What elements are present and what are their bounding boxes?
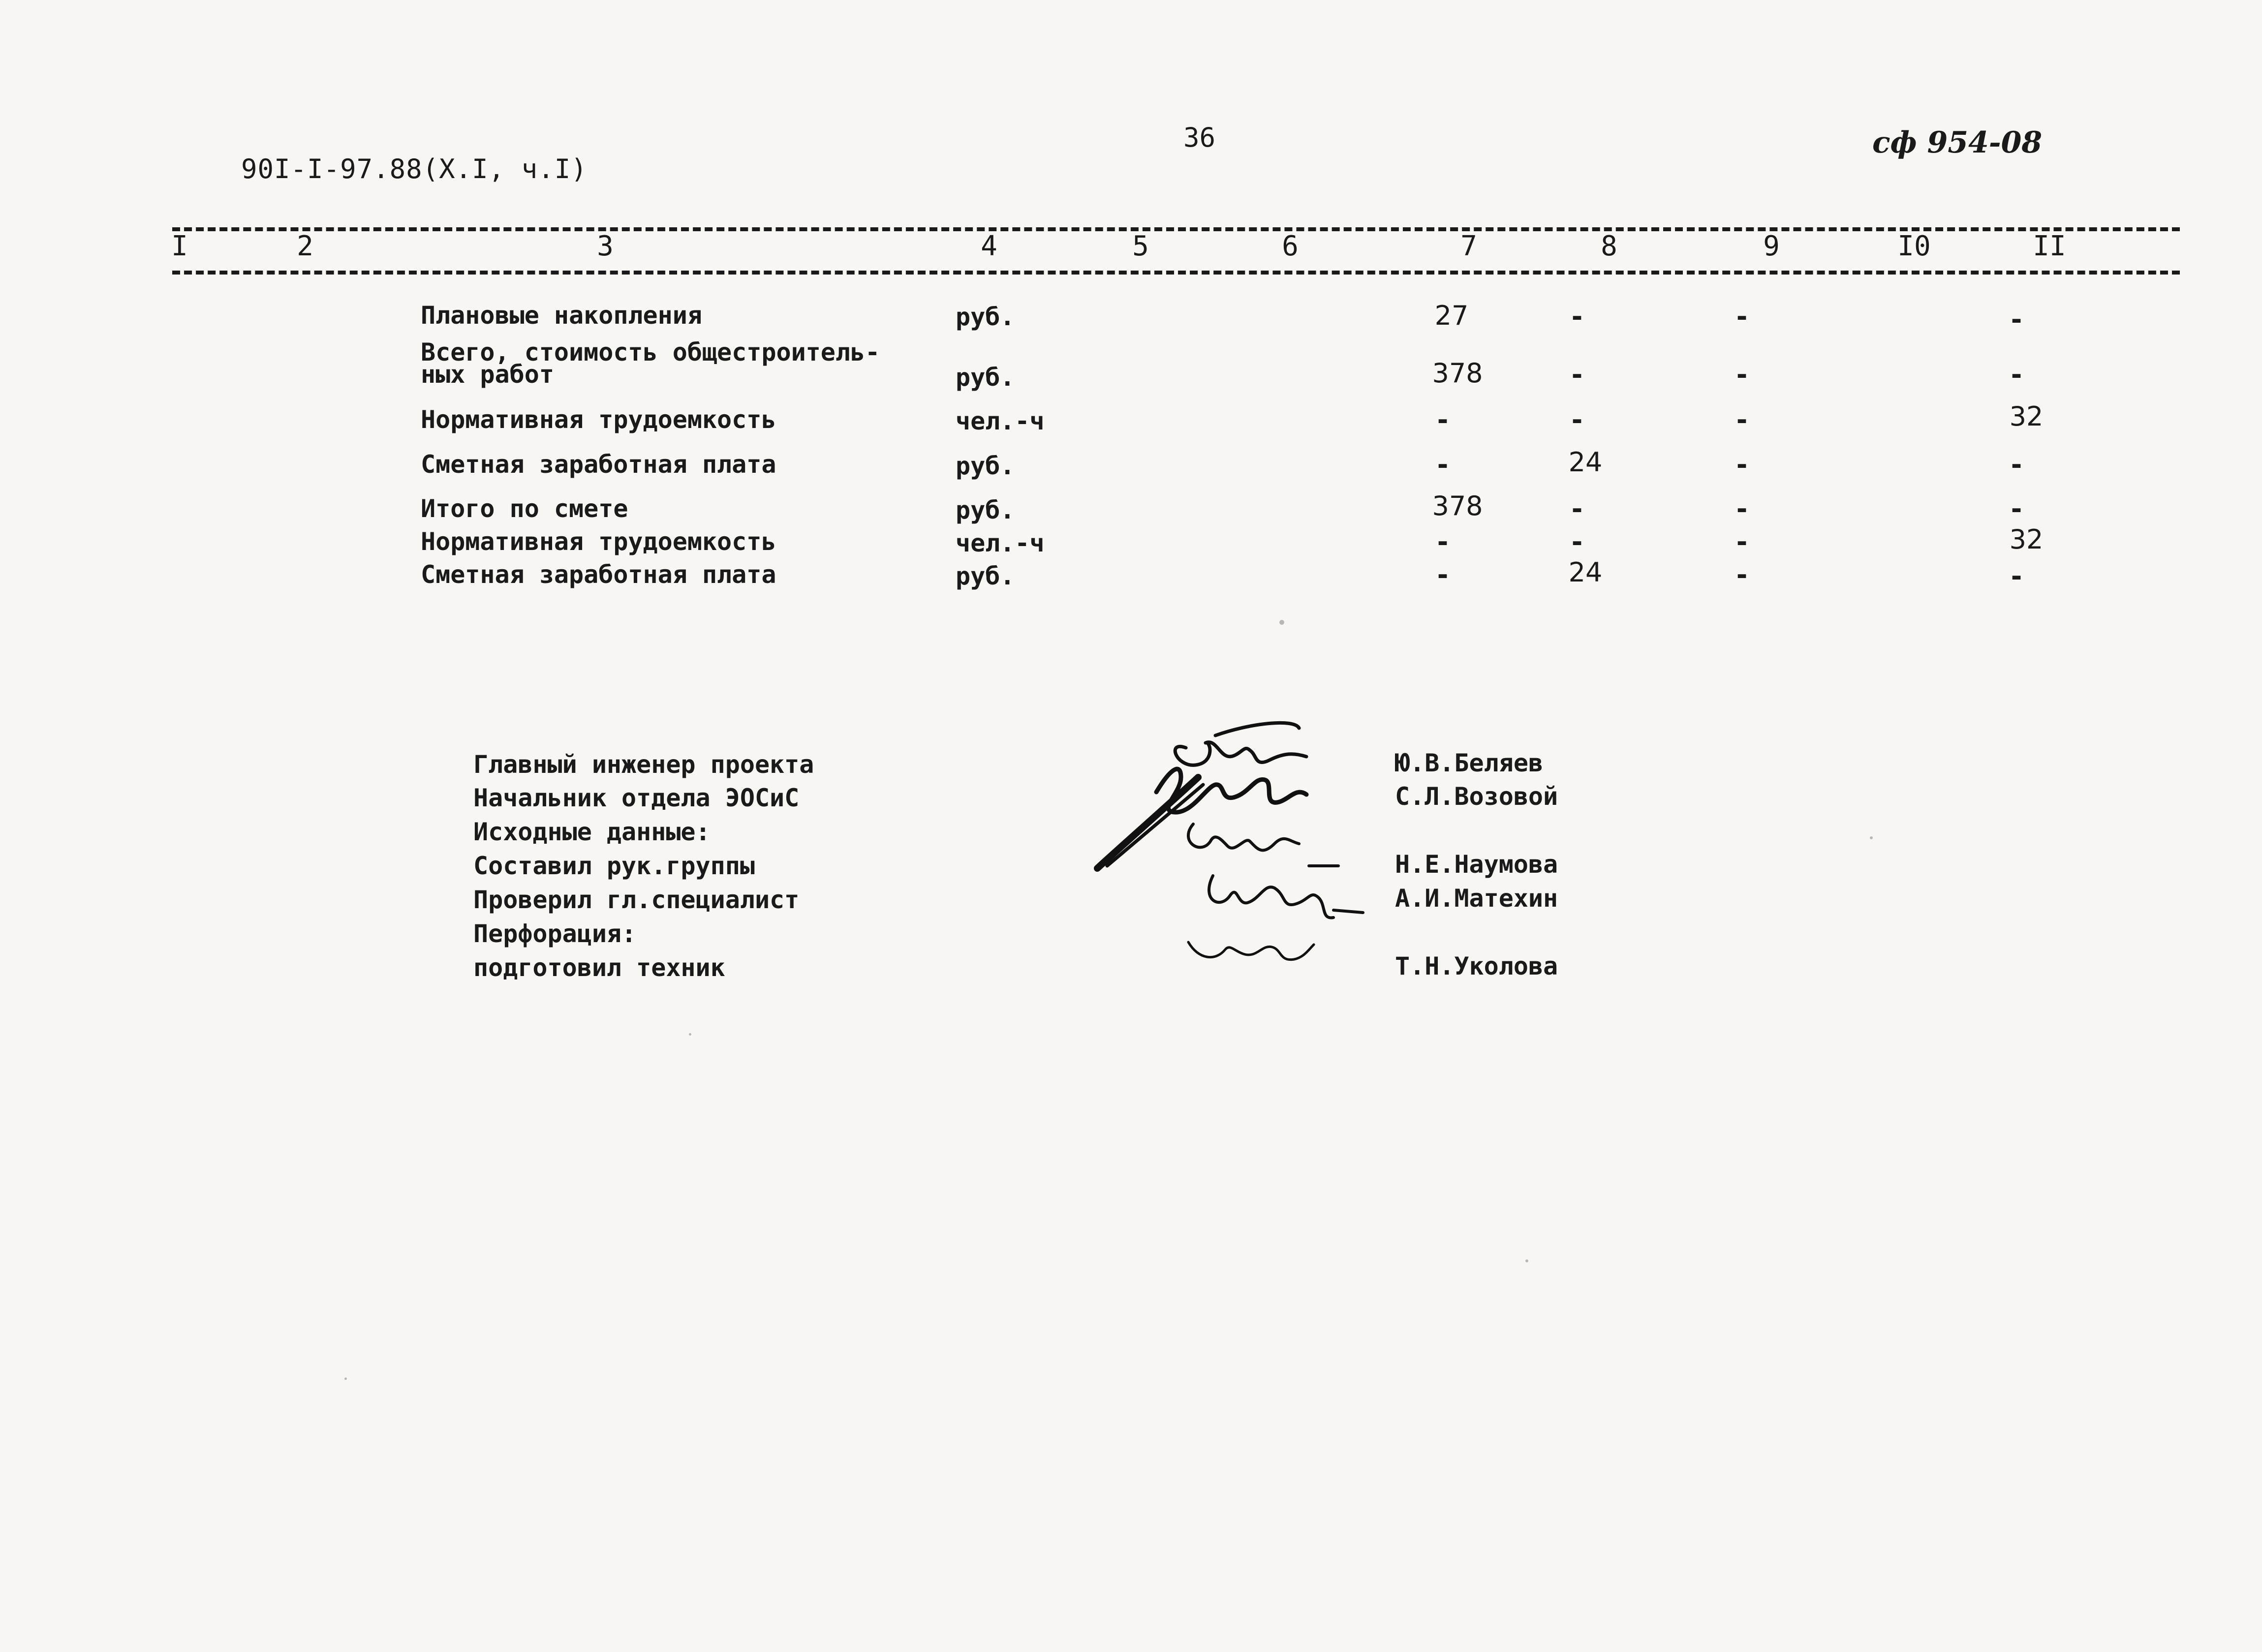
row-value-col8: - <box>1569 301 1585 332</box>
row-value-col7: - <box>1434 526 1451 557</box>
row-label: Сметная заработная плата <box>421 560 776 589</box>
role-chief-engineer: Главный инженер проекта <box>473 750 814 779</box>
row-value-col8: - <box>1569 493 1585 524</box>
column-header-1: I <box>171 230 188 262</box>
role-compiled-by: Составил рук.группы <box>473 852 755 880</box>
row-value-col8: - <box>1569 526 1585 557</box>
row-value-col7: - <box>1434 449 1451 480</box>
column-header-8: 8 <box>1601 230 1617 262</box>
name-naumova: Н.Е.Наумова <box>1395 850 1558 879</box>
header-bottom-rule <box>172 271 2180 275</box>
row-value-col8: 24 <box>1568 557 1603 588</box>
row-unit: руб. <box>956 363 1015 392</box>
name-belyaev: Ю.В.Беляев <box>1395 749 1544 777</box>
row-value-col7: 378 <box>1432 358 1483 389</box>
row-unit: руб. <box>956 496 1015 524</box>
column-header-6: 6 <box>1282 230 1299 262</box>
archive-stamp: сф 954-08 <box>1872 125 2043 160</box>
role-source-data: Исходные данные: <box>473 818 711 846</box>
row-value-col9: - <box>1734 301 1750 332</box>
page-number: 36 <box>1183 122 1216 153</box>
row-label: Нормативная трудоемкость <box>421 527 776 556</box>
column-header-3: 3 <box>597 230 614 262</box>
column-header-9: 9 <box>1763 230 1780 262</box>
document-code: 90I-I-97.88(X.I, ч.I) <box>241 153 588 184</box>
row-value-col9: - <box>1734 404 1750 435</box>
row-value-col11: - <box>2008 561 2025 592</box>
scan-speck <box>1279 620 1284 625</box>
row-value-col11: 32 <box>2009 524 2044 555</box>
scan-speck <box>344 1377 347 1380</box>
column-header-2: 2 <box>297 230 313 262</box>
row-value-col11: - <box>2008 449 2025 480</box>
row-value-col11: - <box>2008 304 2025 335</box>
row-value-col9: - <box>1734 493 1750 524</box>
row-label: Плановые накопления <box>421 301 702 330</box>
role-prepared-by: подготовил техник <box>473 953 725 982</box>
header-top-rule <box>172 227 2180 231</box>
name-matekhin: А.И.Матехин <box>1395 884 1558 913</box>
row-value-col11: - <box>2008 493 2025 524</box>
row-label: Сметная заработная плата <box>421 450 776 479</box>
scan-speck <box>689 1033 691 1036</box>
row-value-col8: 24 <box>1568 447 1603 478</box>
row-label: Всего, стоимость общестроитель- <box>421 338 880 367</box>
row-value-col11: - <box>2008 359 2025 390</box>
column-header-4: 4 <box>981 230 997 262</box>
column-header-10: I0 <box>1897 230 1931 262</box>
name-ukolova: Т.Н.Уколова <box>1395 952 1558 980</box>
scan-speck <box>1525 1259 1528 1262</box>
row-value-col8: - <box>1569 404 1585 435</box>
row-label-continued: ных работ <box>421 360 554 389</box>
row-value-col7: 27 <box>1434 300 1469 331</box>
column-header-7: 7 <box>1460 230 1477 262</box>
column-header-11: II <box>2033 230 2066 262</box>
row-value-col7: 378 <box>1432 490 1483 521</box>
row-value-col11: 32 <box>2009 401 2044 432</box>
row-unit: руб. <box>956 303 1015 331</box>
row-unit: чел.-ч <box>956 407 1045 435</box>
row-value-col8: - <box>1569 359 1585 390</box>
name-vozovoy: С.Л.Возовой <box>1395 782 1558 811</box>
row-unit: чел.-ч <box>956 529 1045 557</box>
row-unit: руб. <box>956 562 1015 590</box>
row-value-col9: - <box>1734 559 1750 590</box>
row-unit: руб. <box>956 452 1015 480</box>
row-label: Итого по смете <box>421 494 628 523</box>
scan-speck <box>1870 836 1873 839</box>
column-header-5: 5 <box>1132 230 1149 262</box>
handwritten-signatures <box>1087 694 1402 989</box>
row-value-col7: - <box>1434 559 1451 590</box>
role-department-head: Начальник отдела ЭОСиС <box>473 784 800 812</box>
row-value-col9: - <box>1734 449 1750 480</box>
row-label: Нормативная трудоемкость <box>421 405 776 434</box>
row-value-col7: - <box>1434 404 1451 435</box>
row-value-col9: - <box>1734 526 1750 557</box>
role-checked-by: Проверил гл.специалист <box>473 886 800 914</box>
role-perforation: Перфорация: <box>473 919 637 948</box>
row-value-col9: - <box>1734 359 1750 390</box>
